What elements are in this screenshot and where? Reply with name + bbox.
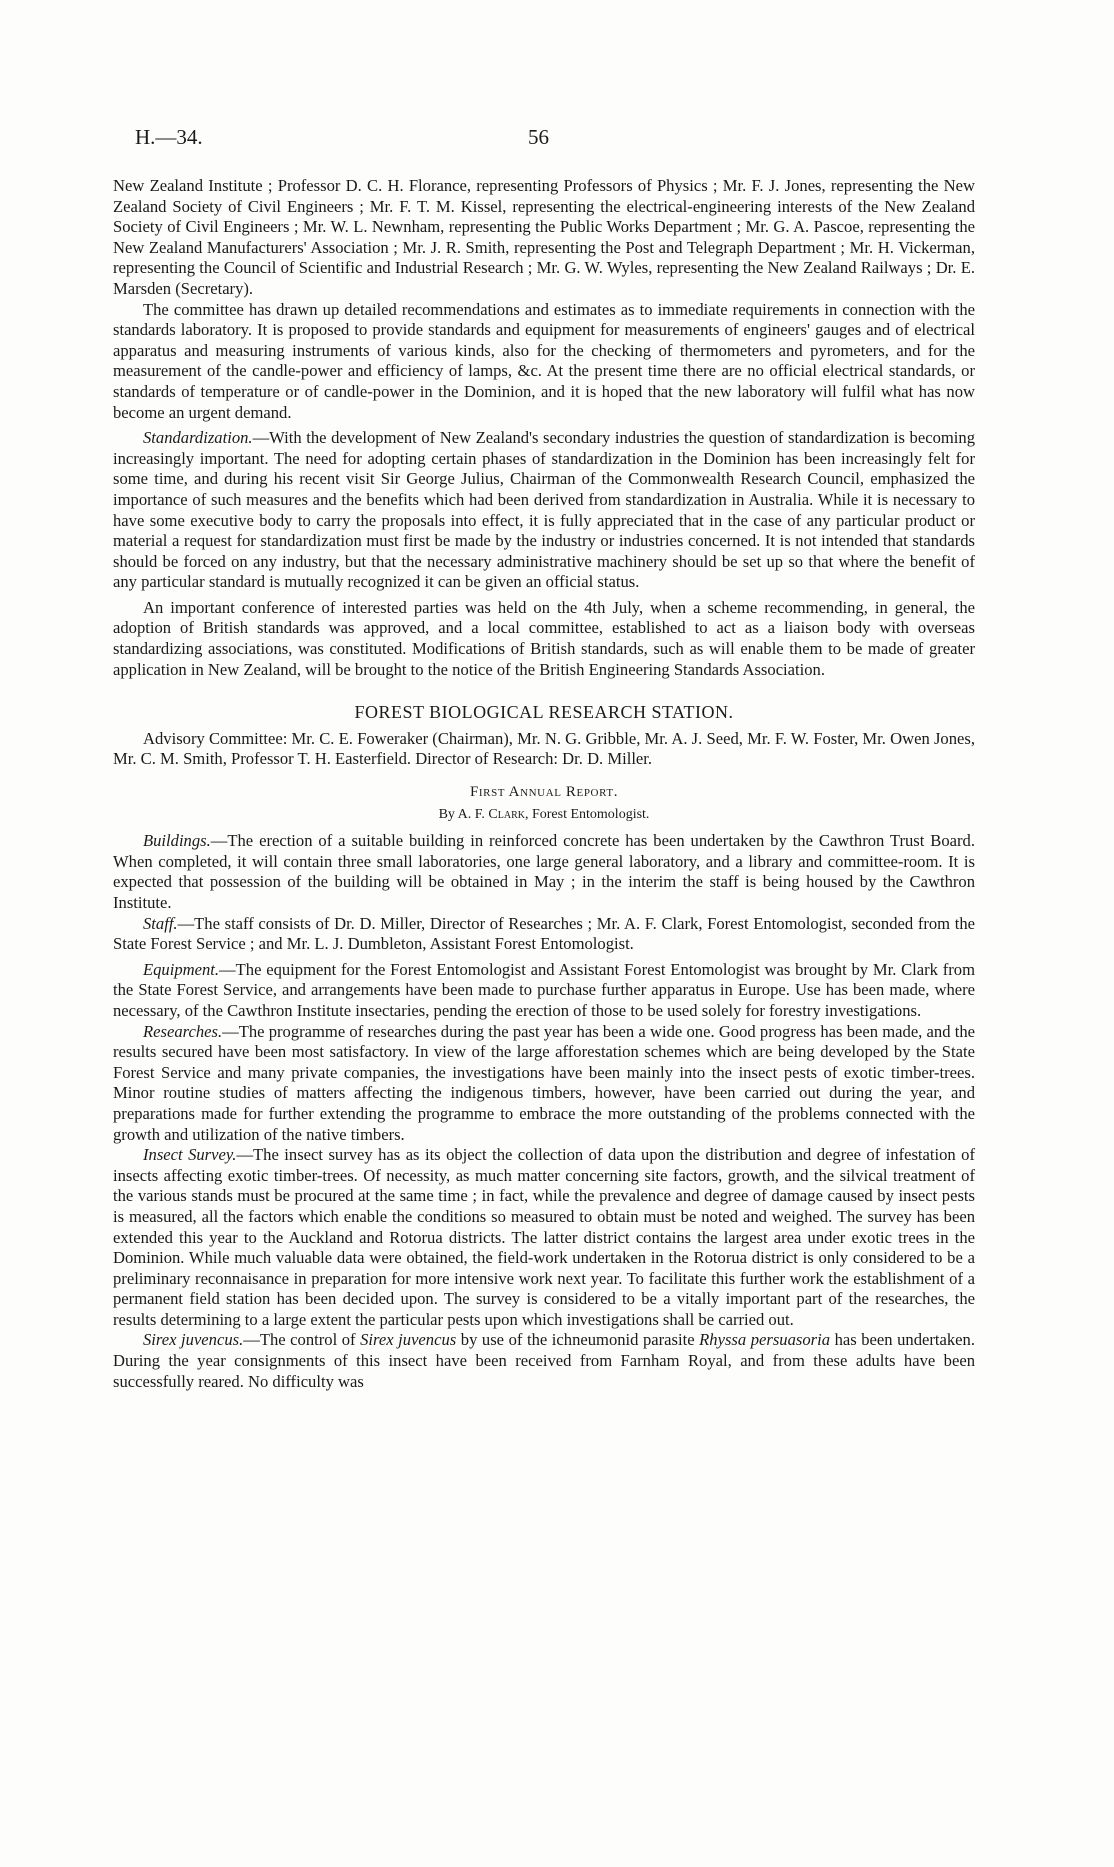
- sirex-text-a: —The control of: [243, 1330, 356, 1350]
- advisory-committee-paragraph: Advisory Committee: Mr. C. E. Foweraker (Chairman), Mr. N. G. Gribble, Mr. A. J. Seed, Mr. F. W. Foster, Mr. Owen Jones, Mr. C. M. Smith, Professor T. H. Easterfield. Director of Research: Dr. D. Miller.: [113, 728, 975, 769]
- report-reference: H.—34.: [135, 125, 203, 149]
- insect-survey-text: —The insect survey has as its object the collection of data upon the distribution and degree of infestation of insects affecting exotic timber-trees. Of necessity, as much matter concerning site factors, growth, and the silvical treatment of the various stands must be procured at the same time ; in fact, while the prevalence and degree of damage caused by insect pests is measured, all the factors which enable the conditions so measured to obtain must be noted and weighed. The survey has been extended this year to the Auckland and Rotorua districts. The latter district contains the largest area under exotic trees in the Dominion. While much valuable data were obtained, the field-work undertaken in the Rotorua district is only considered to be a preliminary reconnaisance in preparation for more intensive work next year. To facilitate this further work the establishment of a permanent field station has been decided upon. The survey is considered to be a vitally important part of the researches, the results determining to a large extent the particular pests upon which investigations shall be carried out.: [113, 1145, 975, 1329]
- byline-author-name: Clark: [488, 806, 525, 822]
- standardization-text: —With the development of New Zealand's secondary industries the question of standardization is becoming increasingly important. The need for adopting certain phases of standardization in the Dominion has been increasingly felt for some time, and during his recent visit Sir George Julius, Chairman of the Commonwealth Research Council, emphasized the importance of such measures and the benefits which had been derived from standardization in Australia. While it is necessary to have some executive body to carry the proposals into effect, it is fully appreciated that in the case of any particular product or material a request for standardization must first be made by the industry or industries concerned. It is not intended that standards should be forced on any industry, but that the necessary administrative machinery should be set up so that where the benefit of any particular standard is mutually recognized it can be given an official status.: [113, 428, 975, 592]
- buildings-paragraph: [113, 831, 975, 913]
- researches-text: —The programme of researches during the past year has been a wide one. Good progress has been made, and the results secured have been most satisfactory. In view of the large afforestation schemes which are being developed by the State Forest Service and many private companies, the investigations have been mainly into the insect pests of exotic timber-trees. Minor routine studies of matters affecting the indigenous timbers, however, have been carried out during the year, and preparations made for further extending the programme to embrace the more outstanding of the problems connected with the growth and utilization of the native timbers.: [113, 1021, 975, 1144]
- page-body: [113, 176, 975, 1392]
- standardization-paragraph: [113, 428, 975, 593]
- insect-survey-paragraph: [113, 1145, 975, 1330]
- sirex-text-c: has been undertaken. During the year consignments of this insect have been received from Farnham Royal, and from these adults have been successfully reared. No difficulty was: [113, 1330, 975, 1391]
- sirex-paragraph: [113, 1330, 975, 1392]
- committee-members-paragraph: New Zealand Institute ; Professor D. C. H. Florance, representing Professors of Physics ; Mr. F. J. Jones, representing the New Zealand Society of Civil Engineers ; Mr. F. T. M. Kissel, representing the electrical-engineering interests of the New Zealand Society of Civil Engineers ; Mr. W. L. Newnham, representing the Public Works Department ; Mr. G. A. Pascoe, representing the New Zealand Manufacturers' Association ; Mr. J. R. Smith, representing the Post and Telegraph Department ; Mr. H. Vickerman, representing the Council of Scientific and Industrial Research ; Mr. G. W. Wyles, representing the New Zealand Railways ; Dr. E. Marsden (Secretary).: [113, 176, 975, 298]
- sirex-species-name: Sirex juvencus: [360, 1330, 457, 1350]
- researches-paragraph: [113, 1022, 975, 1146]
- committee-recommendations-paragraph: The committee has drawn up detailed recommendations and estimates as to immediate requirements in connection with the standards laboratory. It is proposed to provide standards and equipment for measurements of engineers' gauges and of electrical apparatus and measuring instruments of various kinds, also for the checking of thermometers and pyrometers, and for the measurement of the candle-power and efficiency of lamps, &c. At the present time there are no official electrical standards, or standards of temperature or of candle-power in the Dominion, and it is hoped that the new laboratory will fulfil what has now become an urgent demand.: [113, 299, 975, 422]
- insect-survey-heading: Insect Survey.: [143, 1145, 237, 1165]
- page-header: [135, 125, 975, 155]
- byline-prefix: By A. F.: [438, 806, 485, 822]
- researches-heading: Researches.: [143, 1021, 223, 1041]
- staff-paragraph: [113, 914, 975, 955]
- equipment-paragraph: [113, 960, 975, 1022]
- byline-suffix: , Forest Entomologist.: [524, 806, 650, 822]
- section-heading-forest-station: FOREST BIOLOGICAL RESEARCH STATION.: [354, 702, 734, 723]
- buildings-heading: Buildings.: [143, 831, 211, 851]
- page-number: 56: [528, 125, 549, 149]
- staff-heading: Staff.: [143, 913, 178, 933]
- staff-text: —The staff consists of Dr. D. Miller, Director of Researches ; Mr. A. F. Clark, Forest Entomologist, seconded from the State Forest Service ; and Mr. L. J. Dumbleton, Assistant Forest Entomologist.: [113, 913, 975, 954]
- equipment-text: —The equipment for the Forest Entomologist and Assistant Forest Entomologist was brought by Mr. Clark from the State Forest Service, and arrangements have been made to purchase further apparatus in Europe. Use has been made, where necessary, of the Cawthron Institute insectaries, pending the erection of those to be used solely for forestry investigations.: [113, 959, 975, 1020]
- sirex-text-b: by use of the ichneumonid parasite: [460, 1330, 695, 1350]
- rhyssa-species-name: Rhyssa persuasoria: [699, 1330, 831, 1350]
- sirex-heading: Sirex juvencus.: [143, 1330, 244, 1350]
- standardization-heading: Standardization.: [143, 428, 253, 448]
- buildings-text: —The erection of a suitable building in reinforced concrete has been undertaken by the Cawthron Trust Board. When completed, it will contain three small laboratories, one large general laboratory, and a library and committee-room. It is expected that possession of the building will be obtained in May ; in the interim the staff is being housed by the Cawthron Institute.: [113, 831, 975, 912]
- conference-paragraph: An important conference of interested parties was held on the 4th July, when a scheme recommending, in general, the adoption of British standards was approved, and a local committee, established to act as a liaison body with overseas standardizing associations, was constituted. Modifications of British standards, such as will enable them to be made of greater application in New Zealand, will be brought to the notice of the British Engineering Standards Association.: [113, 597, 975, 679]
- author-byline: [113, 805, 975, 826]
- equipment-heading: Equipment.: [143, 959, 220, 979]
- report-title: First Annual Report.: [469, 784, 619, 801]
